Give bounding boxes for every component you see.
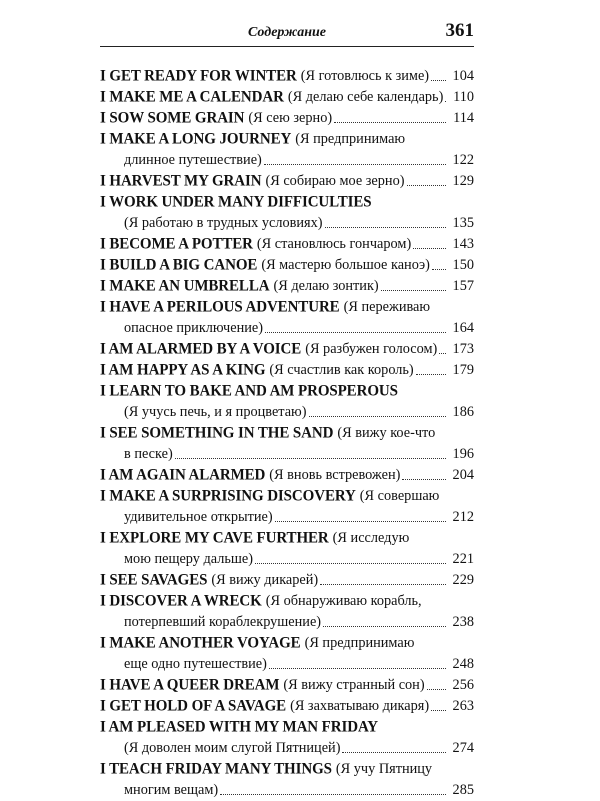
toc-entry xyxy=(100,255,474,276)
entry-title-en: I MAKE AN UMBRELLA xyxy=(100,277,270,295)
entry-page-number: 110 xyxy=(453,89,474,105)
dot-leader xyxy=(445,101,446,102)
dot-leader xyxy=(416,374,446,375)
entry-title-ru: (Я делаю зонтик) xyxy=(273,278,379,294)
entry-page-number: 150 xyxy=(452,257,474,273)
dot-leader xyxy=(175,458,446,459)
entry-title-ru-continuation: (Я учусь печь, и я процветаю) xyxy=(124,404,307,420)
entry-page-number: 122 xyxy=(452,152,474,168)
entry-page-number: 157 xyxy=(452,278,474,294)
toc-entry xyxy=(100,675,474,696)
entry-title-ru: (Я вижу кое-что xyxy=(337,425,436,441)
entry-title-ru: (Я совершаю xyxy=(359,488,440,504)
entry-page-number: 204 xyxy=(452,467,474,483)
toc-entry xyxy=(100,276,474,297)
entry-title-en: I WORK UNDER MANY DIFFICULTIES xyxy=(100,193,372,211)
dot-leader xyxy=(431,80,446,81)
entry-page-number: 238 xyxy=(452,614,474,630)
toc-entry xyxy=(100,360,474,381)
entry-title-ru: (Я предпринимаю xyxy=(304,635,415,651)
toc-entry-continuation xyxy=(100,549,474,570)
toc-entry-continuation xyxy=(100,738,474,759)
toc-entry xyxy=(100,717,474,738)
entry-page-number: 129 xyxy=(452,173,474,189)
entry-title-ru: (Я мастерю большое каноэ) xyxy=(261,257,430,273)
entry-title-ru: (Я учу Пятницу xyxy=(335,761,433,777)
page-number: 361 xyxy=(445,20,474,41)
toc-entry xyxy=(100,339,474,360)
entry-page-number: 256 xyxy=(452,677,474,693)
entry-title-ru-continuation: в песке) xyxy=(124,446,173,462)
table-of-contents xyxy=(100,66,474,801)
entry-title-ru: (Я исследую xyxy=(332,530,410,546)
entry-title-en: I SEE SAVAGES xyxy=(100,571,208,589)
dot-leader xyxy=(255,563,446,564)
toc-entry-continuation xyxy=(100,213,474,234)
toc-entry xyxy=(100,465,474,486)
dot-leader xyxy=(220,794,446,795)
entry-title-en: I MAKE A LONG JOURNEY xyxy=(100,130,292,148)
toc-entry xyxy=(100,570,474,591)
toc-entry-continuation xyxy=(100,444,474,465)
dot-leader xyxy=(264,164,446,165)
entry-title-ru-continuation: еще одно путешествие) xyxy=(124,656,267,672)
entry-page-number: 285 xyxy=(452,782,474,798)
dot-leader xyxy=(342,752,446,753)
toc-entry xyxy=(100,108,474,129)
entry-title-en: I AM ALARMED BY A VOICE xyxy=(100,340,302,358)
toc-entry xyxy=(100,696,474,717)
entry-page-number: 173 xyxy=(452,341,474,357)
entry-title-en: I EXPLORE MY CAVE FURTHER xyxy=(100,529,329,547)
entry-title-ru: (Я вижу странный сон) xyxy=(283,677,425,693)
entry-title-ru-continuation: опасное приключение) xyxy=(124,320,263,336)
entry-page-number: 274 xyxy=(452,740,474,756)
entry-title-ru: (Я захватываю дикаря) xyxy=(290,698,430,714)
toc-entry xyxy=(100,486,474,507)
entry-title-ru-continuation: многим вещам) xyxy=(124,782,219,798)
toc-entry-continuation xyxy=(100,780,474,801)
dot-leader xyxy=(334,122,446,123)
entry-page-number: 263 xyxy=(452,698,474,714)
dot-leader xyxy=(407,185,447,186)
entry-page-number: 104 xyxy=(452,68,474,84)
entry-page-number: 164 xyxy=(452,320,474,336)
entry-title-ru: (Я готовлюсь к зиме) xyxy=(300,68,430,84)
entry-title-en: I BUILD A BIG CANOE xyxy=(100,256,258,274)
entry-title-ru: (Я сею зерно) xyxy=(248,110,333,126)
dot-leader xyxy=(269,668,446,669)
entry-title-ru: (Я собираю мое зерно) xyxy=(265,173,405,189)
entry-page-number: 143 xyxy=(452,236,474,252)
entry-title-ru: (Я разбужен голосом) xyxy=(305,341,438,357)
dot-leader xyxy=(427,689,446,690)
toc-entry-continuation xyxy=(100,402,474,423)
entry-title-en: I GET READY FOR WINTER xyxy=(100,67,297,85)
entry-title-en: I TEACH FRIDAY MANY THINGS xyxy=(100,760,332,778)
entry-title-en: I BECOME A POTTER xyxy=(100,235,253,253)
entry-title-en: I MAKE A SURPRISING DISCOVERY xyxy=(100,487,356,505)
dot-leader xyxy=(275,521,446,522)
dot-leader xyxy=(402,479,446,480)
running-header xyxy=(100,22,474,47)
entry-title-en: I HARVEST MY GRAIN xyxy=(100,172,262,190)
entry-page-number: 135 xyxy=(452,215,474,231)
entry-page-number: 114 xyxy=(453,110,474,126)
entry-title-ru: (Я становлюсь гончаром) xyxy=(256,236,412,252)
entry-title-en: I HAVE A PERILOUS ADVENTURE xyxy=(100,298,340,316)
dot-leader xyxy=(439,353,446,354)
dot-leader xyxy=(381,290,446,291)
entry-title-en: I AM PLEASED WITH MY MAN FRIDAY xyxy=(100,718,379,736)
toc-entry-continuation xyxy=(100,318,474,339)
toc-entry-continuation xyxy=(100,612,474,633)
entry-title-en: I DISCOVER A WRECK xyxy=(100,592,262,610)
toc-entry-continuation xyxy=(100,150,474,171)
entry-title-en: I SEE SOMETHING IN THE SAND xyxy=(100,424,334,442)
entry-title-ru-continuation: удивительное открытие) xyxy=(124,509,273,525)
entry-title-ru: (Я делаю себе календарь) xyxy=(287,89,444,105)
entry-title-ru-continuation: (Я работаю в трудных условиях) xyxy=(124,215,323,231)
entry-title-ru-continuation: (Я доволен моим слугой Пятницей) xyxy=(124,740,341,756)
entry-title-en: I LEARN TO BAKE AND AM PROSPEROUS xyxy=(100,382,398,400)
entry-page-number: 186 xyxy=(452,404,474,420)
entry-title-ru: (Я счастлив как король) xyxy=(269,362,414,378)
dot-leader xyxy=(265,332,446,333)
entry-page-number: 229 xyxy=(452,572,474,588)
dot-leader xyxy=(413,248,446,249)
entry-page-number: 196 xyxy=(452,446,474,462)
entry-title-ru: (Я вижу дикарей) xyxy=(211,572,319,588)
entry-page-number: 212 xyxy=(452,509,474,525)
header-title: Содержание xyxy=(248,25,326,40)
dot-leader xyxy=(320,584,446,585)
toc-entry xyxy=(100,192,474,213)
toc-entry-continuation xyxy=(100,654,474,675)
toc-entry xyxy=(100,129,474,150)
entry-title-ru-continuation: потерпевший кораблекрушение) xyxy=(124,614,322,630)
entry-title-ru-continuation: мою пещеру дальше) xyxy=(124,551,254,567)
entry-title-en: I AM HAPPY AS A KING xyxy=(100,361,266,379)
toc-entry xyxy=(100,759,474,780)
toc-entry xyxy=(100,633,474,654)
toc-entry xyxy=(100,528,474,549)
toc-entry xyxy=(100,234,474,255)
entry-title-ru: (Я вновь встревожен) xyxy=(269,467,401,483)
entry-title-ru: (Я переживаю xyxy=(343,299,431,315)
entry-title-en: I MAKE ME A CALENDAR xyxy=(100,88,284,106)
toc-entry xyxy=(100,381,474,402)
dot-leader xyxy=(432,269,446,270)
entry-title-ru: (Я предпринимаю xyxy=(295,131,406,147)
entry-title-ru-continuation: длинное путешествие) xyxy=(124,152,262,168)
toc-entry xyxy=(100,171,474,192)
entry-title-en: I HAVE A QUEER DREAM xyxy=(100,676,280,694)
toc-entry xyxy=(100,591,474,612)
toc-entry xyxy=(100,66,474,87)
entry-title-ru: (Я обнаруживаю корабль, xyxy=(265,593,422,609)
entry-title-en: I AM AGAIN ALARMED xyxy=(100,466,266,484)
entry-title-en: I GET HOLD OF A SAVAGE xyxy=(100,697,287,715)
entry-title-en: I MAKE ANOTHER VOYAGE xyxy=(100,634,301,652)
toc-entry-continuation xyxy=(100,507,474,528)
toc-entry xyxy=(100,423,474,444)
dot-leader xyxy=(431,710,446,711)
entry-page-number: 248 xyxy=(452,656,474,672)
dot-leader xyxy=(309,416,447,417)
toc-entry xyxy=(100,297,474,318)
entry-title-en: I SOW SOME GRAIN xyxy=(100,109,245,127)
toc-entry xyxy=(100,87,474,108)
dot-leader xyxy=(325,227,447,228)
entry-page-number: 179 xyxy=(452,362,474,378)
dot-leader xyxy=(323,626,446,627)
entry-page-number: 221 xyxy=(452,551,474,567)
